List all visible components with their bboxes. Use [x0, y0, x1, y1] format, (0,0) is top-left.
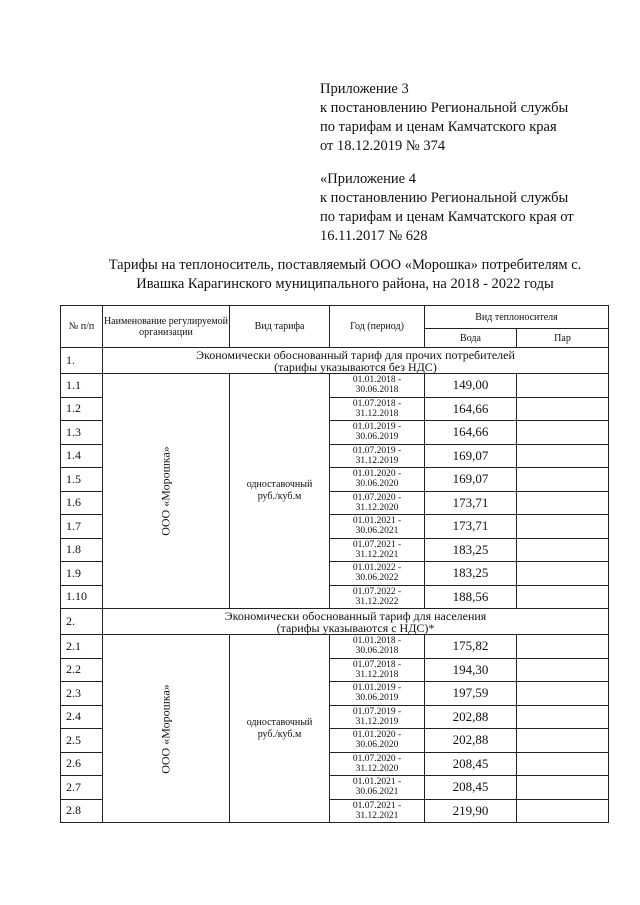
table-row [61, 374, 609, 398]
appendix-header-line: Приложение 3 [320, 81, 409, 97]
period-line: 01.07.2021 - [352, 800, 402, 811]
water-tariff-value: 169,07 [425, 468, 517, 492]
steam-tariff-value [517, 538, 609, 562]
period-line: 01.01.2018 - [352, 636, 402, 647]
water-tariff-value: 183,25 [425, 562, 517, 586]
header-steam: Пар [517, 329, 609, 348]
period-line: 30.06.2018 [355, 646, 399, 657]
period-line: 30.06.2019 [355, 693, 399, 704]
original-appendix-line: по тарифам и ценам Камчатского края от [320, 209, 574, 225]
water-tariff-value: 149,00 [425, 374, 517, 398]
period-line: 01.01.2019 - [352, 422, 402, 433]
period-line: 31.12.2022 [355, 596, 399, 607]
period-cell [330, 635, 425, 659]
section-body [61, 348, 609, 609]
tariff-type-line: руб./куб.м [257, 728, 302, 740]
period-cell [330, 562, 425, 586]
period-cell [330, 538, 425, 562]
row-number: 1.9 [61, 562, 103, 586]
period-line: 01.01.2020 - [352, 730, 402, 741]
water-tariff-value: 208,45 [425, 776, 517, 800]
period-line: 31.12.2021 [355, 810, 399, 821]
header-tariff-type: Вид тарифа [230, 306, 330, 348]
water-tariff-value: 202,88 [425, 729, 517, 753]
period-line: 01.01.2018 - [352, 375, 402, 386]
section-number: 2. [61, 609, 103, 635]
period-line: 01.07.2019 - [352, 706, 402, 717]
period-cell [330, 491, 425, 515]
period-line: 01.01.2021 - [352, 777, 402, 788]
organization-name: ООО «Морошка» [158, 446, 173, 536]
period-line: 01.01.2019 - [352, 683, 402, 694]
tariff-table [60, 305, 609, 823]
period-line: 01.07.2022 - [352, 586, 402, 597]
steam-tariff-value [517, 729, 609, 753]
period-line: 30.06.2018 [355, 385, 399, 396]
water-tariff-value: 169,07 [425, 444, 517, 468]
period-cell [330, 752, 425, 776]
period-line: 01.07.2021 - [352, 539, 402, 550]
water-tariff-value: 197,59 [425, 682, 517, 706]
period-cell [330, 799, 425, 823]
section-title-line: Экономически обоснованный тариф для населения [224, 608, 487, 623]
period-line: 31.12.2019 [355, 716, 399, 727]
header-num: № п/п [61, 306, 103, 348]
water-tariff-value: 173,71 [425, 515, 517, 539]
steam-tariff-value [517, 491, 609, 515]
water-tariff-value: 164,66 [425, 397, 517, 421]
steam-tariff-value [517, 585, 609, 609]
period-line: 31.12.2019 [355, 455, 399, 466]
tariff-type-line: руб./куб.м [257, 491, 302, 502]
period-cell [330, 682, 425, 706]
period-cell [330, 515, 425, 539]
header-org: Наименование регулируемой организации [103, 306, 230, 348]
steam-tariff-value [517, 799, 609, 823]
period-cell [330, 444, 425, 468]
row-number: 2.7 [61, 776, 103, 800]
organization-cell [103, 635, 230, 823]
steam-tariff-value [517, 562, 609, 586]
period-line: 31.12.2021 [355, 549, 399, 560]
period-line: 30.06.2022 [355, 573, 399, 584]
period-line: 30.06.2020 [355, 740, 399, 751]
row-number: 1.2 [61, 397, 103, 421]
row-number: 1.7 [61, 515, 103, 539]
period-line: 30.06.2019 [355, 432, 399, 443]
steam-tariff-value [517, 397, 609, 421]
period-cell [330, 374, 425, 398]
table-row [61, 635, 609, 659]
row-number: 1.8 [61, 538, 103, 562]
period-line: 31.12.2018 [355, 669, 399, 680]
tariff-type-line: одноставочный [246, 479, 313, 490]
original-appendix-line: 16.11.2017 № 628 [320, 228, 428, 244]
steam-tariff-value [517, 421, 609, 445]
period-cell [330, 729, 425, 753]
section-title-line: (тарифы указываются с НДС)* [276, 620, 435, 635]
appendix-header-line: по тарифам и ценам Камчатского края [320, 119, 557, 135]
period-line: 01.07.2020 - [352, 753, 402, 764]
water-tariff-value: 173,71 [425, 491, 517, 515]
appendix-header-line: к постановлению Региональной службы [320, 100, 569, 116]
period-line: 01.07.2018 - [352, 398, 402, 409]
organization-name: ООО «Морошка» [158, 683, 173, 774]
period-cell [330, 776, 425, 800]
document-title-line: Тарифы на теплоноситель, поставляемый ООО «Морошка» потребителям с. [108, 257, 582, 273]
document-title-line: Ивашка Карагинского муниципального района, на 2018 - 2022 годы [136, 276, 554, 292]
steam-tariff-value [517, 635, 609, 659]
period-line: 01.07.2020 - [352, 492, 402, 503]
tariff-type-cell [230, 374, 330, 609]
table-header [61, 306, 609, 348]
period-cell [330, 658, 425, 682]
period-line: 01.07.2018 - [352, 659, 402, 670]
header-carrier: Вид теплоносителя [425, 306, 609, 329]
period-line: 01.01.2022 - [352, 563, 402, 574]
period-cell [330, 585, 425, 609]
steam-tariff-value [517, 468, 609, 492]
row-number: 1.5 [61, 468, 103, 492]
row-number: 1.10 [61, 585, 103, 609]
steam-tariff-value [517, 658, 609, 682]
row-number: 2.1 [61, 635, 103, 659]
row-number: 1.6 [61, 491, 103, 515]
organization-cell [103, 374, 230, 609]
water-tariff-value: 194,30 [425, 658, 517, 682]
row-number: 2.5 [61, 729, 103, 753]
section-title [103, 348, 609, 374]
section-header-row [61, 348, 609, 374]
original-appendix-line: «Приложение 4 [320, 171, 416, 187]
header-water: Вода [425, 329, 517, 348]
water-tariff-value: 219,90 [425, 799, 517, 823]
row-number: 2.6 [61, 752, 103, 776]
row-number: 1.1 [61, 374, 103, 398]
period-line: 31.12.2018 [355, 408, 399, 419]
period-cell [330, 468, 425, 492]
period-cell [330, 421, 425, 445]
row-number: 2.3 [61, 682, 103, 706]
section-title [103, 609, 609, 635]
row-number: 1.4 [61, 444, 103, 468]
section-number: 1. [61, 348, 103, 374]
steam-tariff-value [517, 374, 609, 398]
tariff-type-line: одноставочный [246, 716, 313, 728]
period-line: 30.06.2020 [355, 479, 399, 490]
appendix-header-line: от 18.12.2019 № 374 [320, 138, 446, 154]
row-number: 1.3 [61, 421, 103, 445]
water-tariff-value: 175,82 [425, 635, 517, 659]
steam-tariff-value [517, 776, 609, 800]
period-line: 01.01.2020 - [352, 469, 402, 480]
section-body [61, 609, 609, 823]
water-tariff-value: 208,45 [425, 752, 517, 776]
section-header-row [61, 609, 609, 635]
period-line: 31.12.2020 [355, 502, 399, 513]
period-cell [330, 705, 425, 729]
steam-tariff-value [517, 752, 609, 776]
original-appendix-header [320, 170, 574, 246]
period-line: 31.12.2020 [355, 763, 399, 774]
period-line: 01.01.2021 - [352, 516, 402, 527]
row-number: 2.8 [61, 799, 103, 823]
appendix-header [320, 80, 568, 156]
header-period: Год (период) [330, 306, 425, 348]
section-title-line: Экономически обоснованный тариф для прочих потребителей [196, 347, 515, 362]
water-tariff-value: 188,56 [425, 585, 517, 609]
row-number: 2.2 [61, 658, 103, 682]
steam-tariff-value [517, 444, 609, 468]
water-tariff-value: 164,66 [425, 421, 517, 445]
period-line: 30.06.2021 [355, 526, 399, 537]
row-number: 2.4 [61, 705, 103, 729]
original-appendix-line: к постановлению Региональной службы [320, 190, 569, 206]
steam-tariff-value [517, 515, 609, 539]
period-line: 01.07.2019 - [352, 445, 402, 456]
section-title-line: (тарифы указываются без НДС) [274, 359, 437, 374]
water-tariff-value: 202,88 [425, 705, 517, 729]
period-line: 30.06.2021 [355, 787, 399, 798]
tariff-type-cell [230, 635, 330, 823]
document-title [80, 256, 610, 294]
period-cell [330, 397, 425, 421]
steam-tariff-value [517, 682, 609, 706]
water-tariff-value: 183,25 [425, 538, 517, 562]
steam-tariff-value [517, 705, 609, 729]
